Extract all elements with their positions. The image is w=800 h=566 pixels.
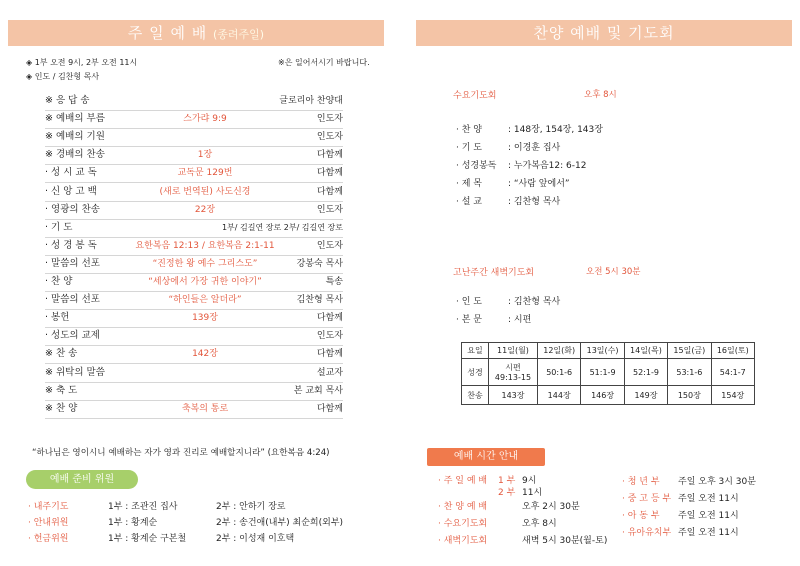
table-cell: 요일: [462, 343, 489, 359]
committee-part1: 1부 : 황계순: [108, 518, 158, 528]
diamond-icon: ◈: [26, 58, 33, 67]
schedule-label: · 새벽기도회: [438, 536, 488, 546]
order-row: [45, 237, 343, 256]
schedule-part: 2 부: [498, 488, 516, 498]
table-cell: 52:1-9: [624, 359, 667, 386]
table-cell: 50:1-6: [537, 359, 580, 386]
table-row: [462, 359, 755, 386]
order-row: [45, 110, 343, 129]
order-row: [45, 201, 343, 220]
order-item: ※ 응 답 송: [45, 95, 90, 106]
dawn-time: 오전 5시 30분: [586, 267, 641, 277]
schedule-label: · 수요기도회: [438, 519, 488, 529]
schedule-row: [438, 518, 557, 531]
praise-prayer-header: 찬양 예배 및 기도회: [416, 20, 792, 46]
detail-value: : “사람 앞에서”: [508, 179, 570, 189]
committee-row: [28, 500, 286, 514]
table-cell: 150장: [668, 386, 711, 405]
detail-value: : 148장, 154장, 143장: [508, 125, 603, 135]
order-right: 인도자: [316, 132, 343, 143]
table-row: [462, 386, 755, 405]
order-right: 글로리아 찬양대: [279, 96, 343, 106]
schedule-label: · 주 일 예 배: [438, 476, 488, 486]
order-right: 김찬형 목사: [296, 295, 343, 306]
schedule-row: [622, 527, 739, 540]
detail-row: [456, 124, 603, 137]
table-cell: 51:1-9: [581, 359, 624, 386]
table-cell: 54:1-7: [711, 359, 754, 386]
schedule-row: [438, 501, 580, 514]
order-center: 축복의 통로: [181, 403, 229, 414]
order-right: 1부/ 김길연 장로 2부/ 김길연 장로: [221, 222, 343, 232]
detail-label: · 기 도: [456, 143, 482, 153]
detail-label: · 인 도: [456, 297, 482, 307]
order-item: · 성 시 교 독: [45, 167, 97, 179]
detail-label: · 본 문: [456, 315, 482, 325]
table-cell: 시편 49:13-15: [489, 359, 538, 386]
order-item: ※ 예배의 부름: [45, 113, 105, 125]
order-row: [45, 400, 343, 419]
order-row: [45, 92, 343, 111]
schedule-time: 오후 8시: [522, 519, 557, 529]
dawn-title: 고난주간 새벽기도회: [453, 268, 535, 278]
schedule-time: 주일 오후 3시 30분: [678, 477, 756, 487]
table-cell: 16일(토): [711, 343, 754, 359]
order-item: · 신 앙 고 백: [45, 185, 97, 197]
committee-role: · 내주기도: [28, 502, 69, 512]
table-cell: 11일(월): [489, 343, 538, 359]
table-cell: 154장: [711, 386, 754, 405]
order-right: 인도자: [316, 240, 343, 251]
order-right: 다함께: [316, 168, 343, 179]
detail-value: : 김찬형 목사: [508, 297, 561, 307]
order-center: 1장: [197, 150, 213, 161]
order-item: · 성 경 봉 독: [45, 239, 97, 251]
schedule-row: [622, 510, 739, 523]
committee-title: 예배 준비 위원: [26, 470, 138, 489]
committee-part2: 2부 : 송건애(내부) 최순희(외부): [216, 518, 344, 528]
order-right: 강봉숙 목사: [296, 258, 343, 269]
schedule-time: 11시: [522, 488, 543, 498]
dawn-schedule-table: [461, 342, 755, 405]
detail-value: : 김찬형 목사: [508, 197, 561, 207]
order-row: [45, 291, 343, 310]
detail-row: [456, 142, 560, 155]
detail-row: [456, 160, 586, 173]
order-item: · 말씀의 선포: [45, 294, 100, 306]
order-right: 다함께: [316, 150, 343, 161]
detail-label: · 설 교: [456, 197, 482, 207]
order-row: [45, 327, 343, 346]
table-cell: 12일(화): [537, 343, 580, 359]
committee-part2: 2부 : 안하기 장로: [216, 502, 286, 512]
committee-part1: 1부 : 황계순 구본철: [108, 534, 187, 544]
table-cell: 13일(수): [581, 343, 624, 359]
schedule-label: · 유아유치부: [622, 528, 672, 538]
detail-row: [456, 178, 570, 191]
committee-part1: 1부 : 조관진 집사: [108, 502, 178, 512]
schedule-row: [438, 487, 542, 500]
order-center: “진정한 왕 예수 그리스도”: [152, 258, 258, 269]
schedule-label: · 중 고 등 부: [622, 494, 672, 504]
schedule-label: · 찬 양 예 배: [438, 502, 488, 512]
table-cell: 성경: [462, 359, 489, 386]
table-cell: 찬송: [462, 386, 489, 405]
detail-value: : 시편: [508, 315, 532, 325]
lead-pastor: ◈ 인도 / 김찬형 목사: [26, 72, 100, 81]
detail-row: [456, 296, 560, 309]
order-center: 요한복음 12:13 / 요한복음 2:1-11: [135, 240, 275, 251]
order-right: 인도자: [316, 204, 343, 215]
order-center: “세상에서 가장 귀한 이야기”: [148, 277, 262, 287]
order-row: [45, 345, 343, 364]
order-center: 139장: [192, 313, 218, 324]
order-item: · 찬 양: [45, 276, 73, 287]
schedule-label: · 아 동 부: [622, 511, 660, 521]
order-item: ※ 찬 송: [45, 348, 78, 360]
committee-role: · 안내위원: [28, 518, 69, 528]
order-item: ※ 위탁의 말씀: [45, 366, 105, 378]
wednesday-time: 오후 8시: [584, 90, 617, 100]
sunday-service-header: [8, 20, 384, 46]
order-item: · 봉헌: [45, 312, 70, 324]
table-cell: 53:1-6: [668, 359, 711, 386]
committee-part2: 2부 : 이성재 이호택: [216, 534, 295, 544]
order-row: [45, 309, 343, 328]
sunday-service-subtitle: (종려주일): [212, 28, 265, 41]
committee-row: [28, 516, 343, 530]
schedule-row: [438, 535, 607, 548]
order-center: 22장: [194, 204, 216, 215]
order-center: “하인들은 알더라”: [168, 295, 242, 306]
schedule-time: 주일 오전 11시: [678, 511, 739, 521]
order-right: 다함께: [316, 313, 343, 324]
order-item: · 말씀의 선포: [45, 257, 100, 269]
order-right: 다함께: [316, 349, 343, 360]
sunday-service-title: 주 일 예 배: [127, 24, 208, 42]
order-right: 인도자: [316, 114, 343, 125]
order-center: (새로 번역된) 사도신경: [159, 186, 251, 197]
order-center: 교독문 129번: [177, 168, 233, 179]
schedule-time: 9시: [522, 476, 537, 486]
order-item: ※ 축 도: [45, 384, 78, 396]
detail-value: : 누가복음12: 6-12: [508, 161, 587, 171]
schedule-part: 1 부: [498, 476, 516, 486]
schedule-label: · 청 년 부: [622, 477, 660, 487]
schedule-time: 주일 오전 11시: [678, 494, 739, 504]
table-row: [462, 343, 755, 359]
detail-value: : 이경훈 집사: [508, 143, 561, 153]
wednesday-title: 수요기도회: [453, 91, 497, 101]
service-times: ◈ 1부 오전 9시, 2부 오전 11시: [26, 58, 138, 67]
order-item: ※ 경배의 찬송: [45, 149, 105, 161]
diamond-icon: ◈: [26, 72, 33, 81]
order-row: [45, 183, 343, 202]
table-cell: 15일(금): [668, 343, 711, 359]
schedule-title: 예배 시간 안내: [427, 448, 545, 466]
verse: “하나님은 영이시니 예배하는 자가 영과 진리로 예배할지니라” (요한복음 4:24): [32, 448, 330, 458]
order-row: [45, 364, 343, 383]
order-row: [45, 382, 343, 401]
order-row: [45, 255, 343, 274]
order-right: 설교자: [316, 367, 343, 378]
table-cell: 149장: [624, 386, 667, 405]
committee-row: [28, 532, 294, 546]
order-right: 다함께: [316, 186, 343, 197]
order-right: 본 교회 목사: [293, 385, 343, 396]
schedule-time: 주일 오전 11시: [678, 528, 739, 538]
order-row: [45, 128, 343, 147]
order-row: [45, 219, 343, 238]
detail-label: · 성경봉독: [456, 161, 497, 171]
order-center: 스가랴 9:9: [183, 114, 227, 125]
table-cell: 146장: [581, 386, 624, 405]
schedule-time: 새벽 5시 30분(월-토): [522, 536, 608, 546]
detail-label: · 제 목: [456, 179, 482, 189]
order-center: 142장: [192, 349, 218, 360]
order-row: [45, 164, 343, 183]
detail-label: · 찬 양: [456, 125, 482, 135]
table-cell: 144장: [537, 386, 580, 405]
order-right: 특송: [325, 277, 343, 287]
order-right: 다함께: [316, 403, 343, 414]
order-item: · 성도의 교제: [45, 330, 100, 342]
order-row: [45, 273, 343, 292]
order-item: ※ 찬 양: [45, 402, 78, 414]
order-item: · 영광의 찬송: [45, 203, 100, 215]
detail-row: [456, 196, 560, 209]
order-item: · 기 도: [45, 221, 73, 233]
schedule-row: [622, 493, 739, 506]
detail-row: [456, 314, 531, 327]
schedule-time: 오후 2시 30분: [522, 502, 580, 512]
order-right: 인도자: [316, 331, 343, 342]
table-cell: 143장: [489, 386, 538, 405]
schedule-row: [622, 476, 756, 489]
order-row: [45, 146, 343, 165]
table-cell: 14일(목): [624, 343, 667, 359]
order-item: ※ 예배의 기원: [45, 131, 105, 143]
stand-note: ※은 일어서시기 바랍니다.: [278, 58, 370, 67]
committee-role: · 헌금위원: [28, 534, 69, 544]
